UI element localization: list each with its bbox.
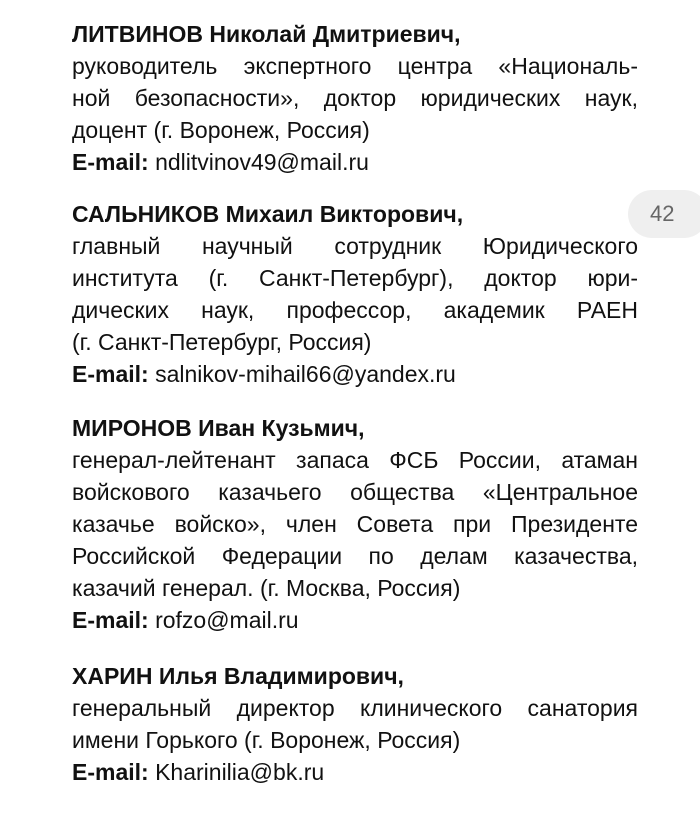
author-name: ЛИТВИНОВ Николай Дмитриевич, [72,21,461,47]
author-email-line [72,604,638,636]
author-description-line: руководитель экспертного центра «Националь- [72,53,638,79]
author-name: САЛЬНИКОВ Михаил Викторович, [72,201,464,227]
author-email-line [72,756,638,788]
page-number: 42 [650,201,675,226]
author-entry-salnikov [72,198,638,390]
email-address[interactable]: Kharinilia@bk.ru [155,759,325,785]
page-number-badge [628,190,700,238]
author-description-line: генеральный директор клинического санатория [72,695,638,721]
author-description-line: казачье войско», член Совета при Президенте [72,511,638,537]
author-name: МИРОНОВ Иван Кузьмич, [72,415,365,441]
author-description-line: имени Горького (г. Воронеж, Россия) [72,727,461,753]
author-email-line [72,146,638,178]
author-entry-litvinov [72,18,638,178]
email-label: E-mail: [72,607,149,633]
author-email-line [72,358,638,390]
author-description-line: института (г. Санкт-Петербург), доктор юри- [72,265,638,291]
author-description-line: генерал-лейтенант запаса ФСБ России, атаман [72,447,638,473]
email-label: E-mail: [72,759,149,785]
author-description-line: главный научный сотрудник Юридического [72,233,638,259]
author-description-line: доцент (г. Воронеж, Россия) [72,117,370,143]
author-entry-kharin [72,660,638,788]
email-label: E-mail: [72,361,149,387]
email-address[interactable]: ndlitvinov49@mail.ru [155,149,369,175]
author-entry-mironov [72,412,638,636]
author-name: ХАРИН Илья Владимирович, [72,663,404,689]
email-address[interactable]: rofzo@mail.ru [155,607,299,633]
email-address[interactable]: salnikov-mihail66@yandex.ru [155,361,456,387]
author-description-line: войскового казачьего общества «Центральное [72,479,638,505]
author-description-line: казачий генерал. (г. Москва, Россия) [72,575,461,601]
author-description-line: (г. Санкт-Петербург, Россия) [72,329,372,355]
author-description-line: ной безопасности», доктор юридических наук, [72,85,638,111]
author-description-line: дических наук, профессор, академик РАЕН [72,297,638,323]
author-description-line: Российской Федерации по делам казачества, [72,543,638,569]
email-label: E-mail: [72,149,149,175]
